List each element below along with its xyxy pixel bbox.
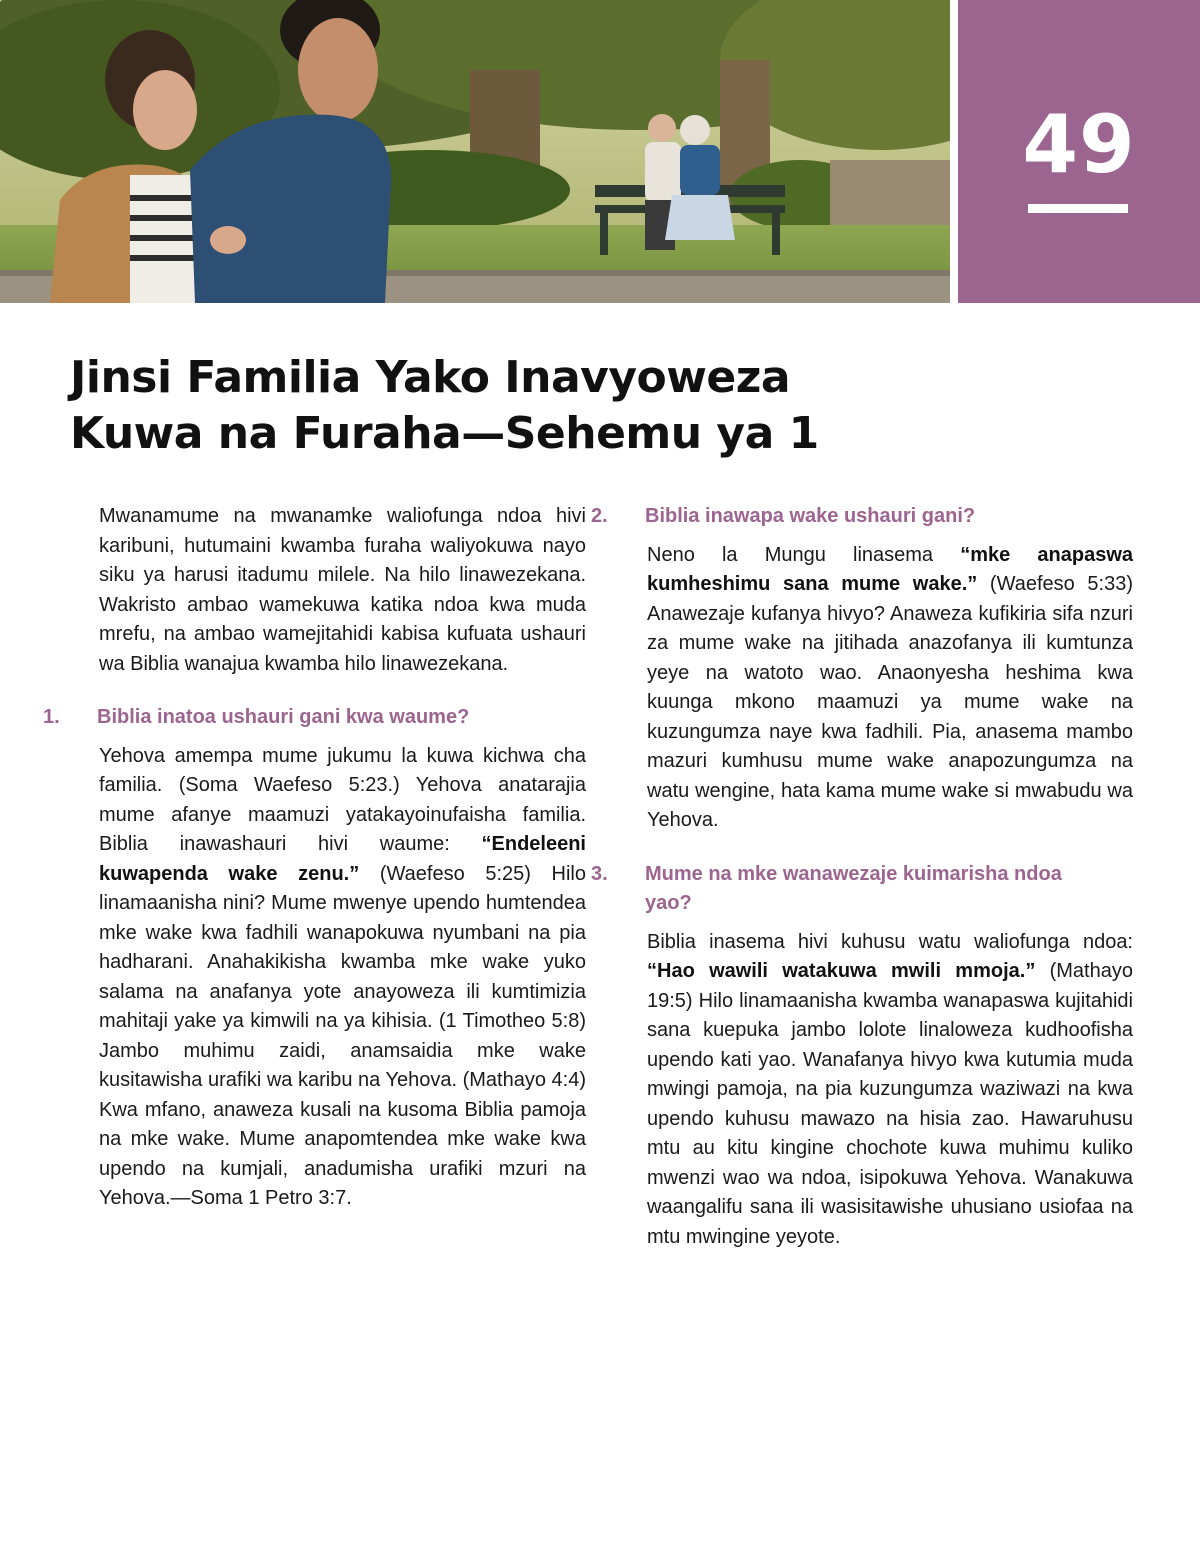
right-column: [591, 502, 1133, 1252]
question-2-text: Biblia inawapa wake ushauri gani?: [645, 505, 976, 527]
left-column: [43, 502, 586, 1214]
answer-1-paragraph: [70, 742, 586, 1214]
answer-3-text-a: Biblia inasema hivi kuhusu watu waliofunga ndoa:: [647, 930, 1133, 953]
answer-1-text-a: Yehova amempa mume jukumu la kuwa kichwa cha familia. (Soma Waefeso 5:23.) Yehova anatarajia mume afanye maamuzi yatakayoinufaisha familia. Biblia inawashauri hivi waume:: [99, 744, 586, 855]
lesson-number-box: [958, 0, 1200, 303]
title-line-2: Kuwa na Furaha—Sehemu ya 1: [70, 408, 819, 459]
answer-3-quote: “Hao wawili watakuwa mwili mmoja.”: [647, 960, 1036, 982]
answer-2-text-a: Neno la Mungu linasema: [647, 543, 961, 566]
answer-2-text-b: (Waefeso 5:33) Anawezaje kufanya hivyo? Anaweza kufikiria sifa nzuri za mume wake na jitihada anazofanya ili kumtunza yeye na watoto wao. Anaonyesha heshima kwa kuunga mkono maamuzi ya mume wake na kuzungumza naye kwa fadhili. Pia, anasema mambo mazuri kumhusu mume wake anapozungumza na watu wengine, hata kama mume wake si mwabudu wa Yehova.: [647, 573, 1133, 831]
park-scene-illustration: [0, 0, 950, 303]
header-photo: [0, 0, 950, 303]
answer-2-quote: “mke anapaswa kumheshimu sana mume wake.”: [647, 543, 1133, 595]
answer-3-text-b: (Mathayo 19:5) Hilo linamaanisha kwamba wanapaswa kujitahidi sana kuepuka jambo lolote linaloweza kudhoofisha upendo kati yao. Wanafanya hivyo kwa kutumia muda mwingi pamoja, na pia kuzungumza waziwazi na kwa upendo kuhusu mawazo na hisia zao. Hawaruhusu mtu au kitu kingine chochote kuwa muhimu kuliko mwenzi wao wa ndoa, isipokuwa Yehova. Wanakuwa waangalifu sana ili wasisitawishe uhusiano usiofaa na mtu mwingine yeyote.: [647, 960, 1133, 1248]
answer-1-quote: “Endeleeni kuwapenda wake zenu.”: [99, 833, 586, 885]
question-3-text: Mume na mke wanawezaje kuimarisha ndoa yao?: [645, 862, 1062, 914]
question-1: [43, 703, 586, 733]
question-2-number: 2.: [591, 505, 608, 527]
question-1-number: 1.: [43, 706, 60, 728]
lesson-number: 49: [1022, 98, 1136, 191]
title-line-1: Jinsi Familia Yako Inavyoweza: [70, 352, 791, 403]
question-3: [591, 860, 1085, 919]
answer-3-paragraph: [618, 928, 1133, 1253]
question-3-number: 3.: [591, 862, 608, 885]
answer-1-text-b: (Waefeso 5:25) Hilo linamaanisha nini? Mume mwenye upendo humtendea mke wake kwa fadhili wanapokuwa nyumbani na pia hadharani. Anahakikisha kwamba mke wake yuko salama na anafanya yote anayoweza ili kumtimizia mahitaji yake ya kimwili na ya kihisia. (1 Timotheo 5:8) Jambo muhimu zaidi, anamsaidia mke wake kusitawisha urafiki wa karibu na Yehova. (Mathayo 4:4) Kwa mfano, anaweza kusali na kusoma Biblia pamoja na mke wake. Mume anapomtendea mke wake kwa upendo na kumjali, anadumisha urafiki mzuri na Yehova.—Soma 1 Petro 3:7.: [99, 862, 586, 1209]
lesson-number-underline: [1028, 204, 1128, 213]
answer-2-paragraph: [618, 541, 1133, 836]
question-1-text: Biblia inatoa ushauri gani kwa waume?: [97, 706, 470, 728]
question-2: [591, 502, 1133, 532]
intro-paragraph: Mwanamume na mwanamke waliofunga ndoa hivi karibuni, hutumaini kwamba furaha waliyokuwa nayo siku ya harusi itadumu milele. Na hilo linawezekana. Wakristo ambao wamekuwa katika ndoa kwa muda mrefu, na ambao wamejitahidi kabisa kufuata ushauri wa Biblia wanajua kwamba hilo linawezekana.: [99, 505, 586, 675]
page-title: [70, 350, 890, 462]
